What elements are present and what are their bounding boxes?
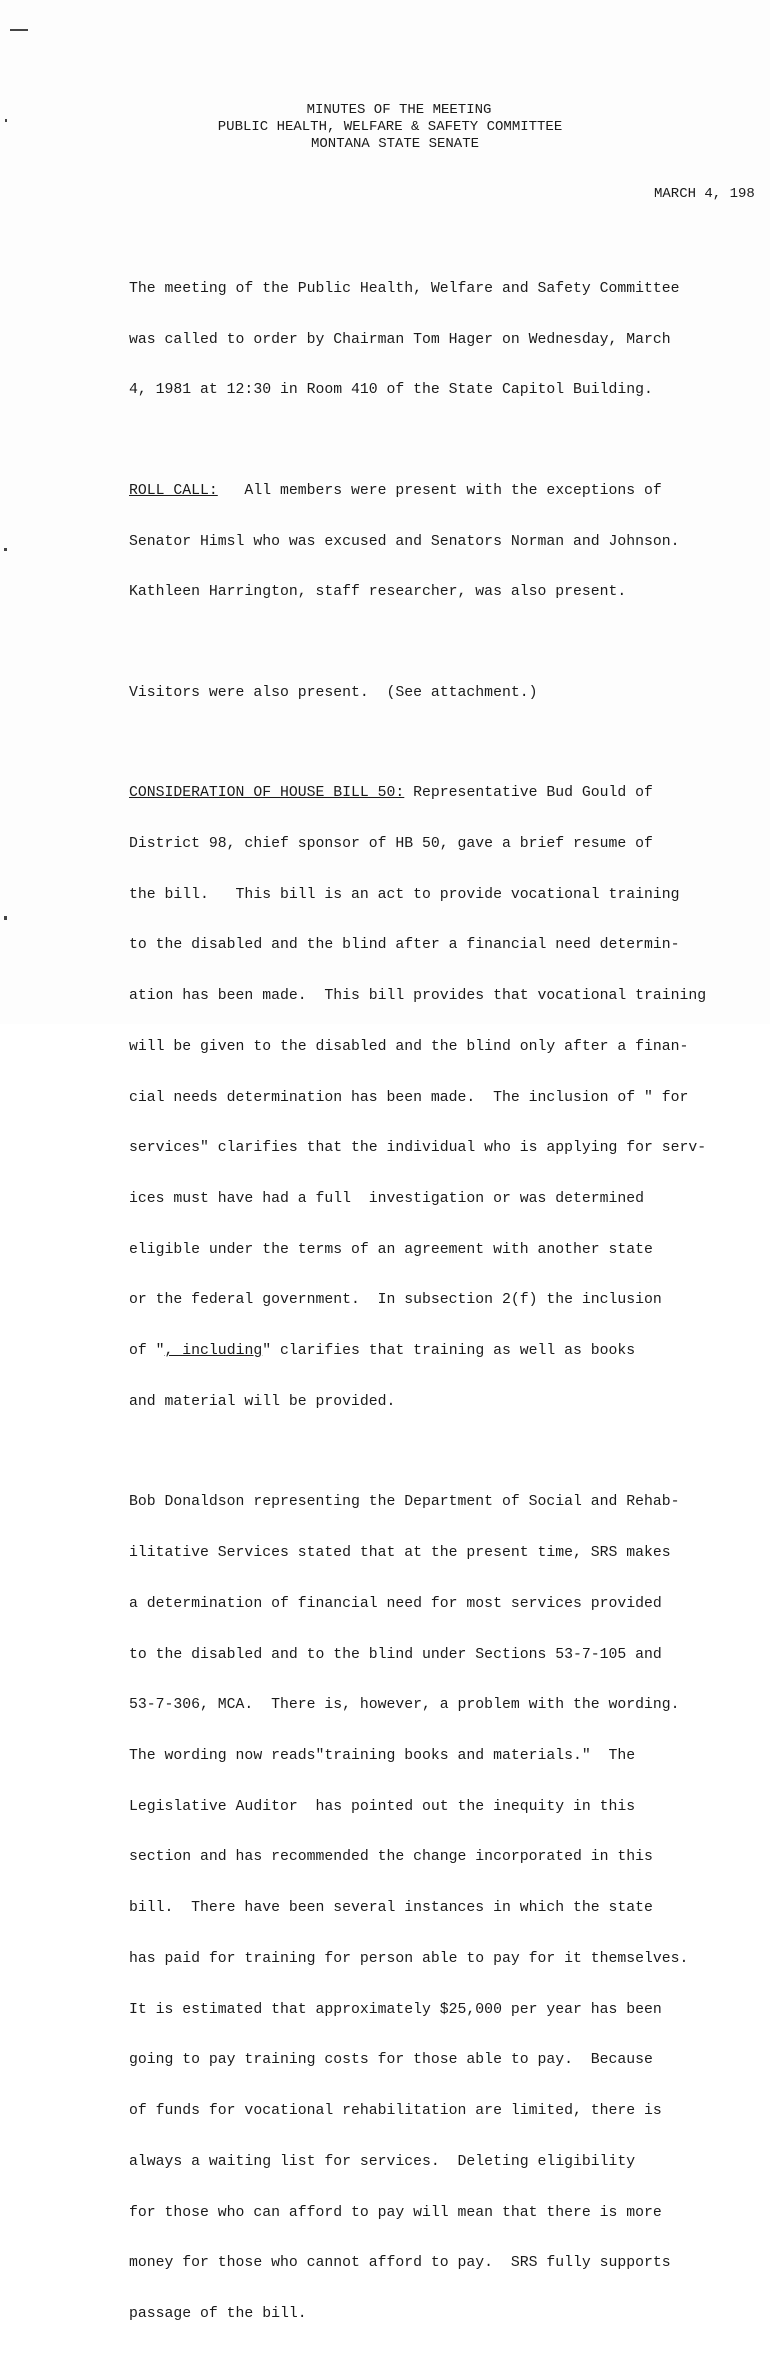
scan-mark <box>4 916 7 920</box>
roll-call-heading: ROLL CALL: <box>129 482 218 499</box>
text-line: The wording now reads"training books and materials." The <box>129 1748 636 1765</box>
text-line <box>129 785 759 802</box>
text-line: cial needs determination has been made. The inclusion of " for <box>129 1089 689 1106</box>
meeting-date: MARCH 4, 198 <box>654 186 755 202</box>
text-line: a determination of financial need for most services provided <box>129 1595 662 1612</box>
text-line: Legislative Auditor has pointed out the inequity in this <box>129 1798 636 1815</box>
text-line: eligible under the terms of an agreement with another state <box>129 1241 653 1258</box>
text-line <box>129 483 759 500</box>
text-fragment: Representative Bud Gould of <box>404 785 653 802</box>
text-line: Bob Donaldson representing the Department of Social and Rehab- <box>129 1494 680 1511</box>
document-body <box>129 247 759 2373</box>
text-line: always a waiting list for services. Deleting eligibility <box>129 2153 636 2170</box>
roll-call-paragraph <box>129 449 759 635</box>
title-line-2: PUBLIC HEALTH, WELFARE & SAFETY COMMITTEE <box>217 119 563 135</box>
text-line: the bill. This bill is an act to provide vocational training <box>129 886 680 903</box>
opening-paragraph <box>129 247 759 433</box>
text-line: ation has been made. This bill provides that vocational training <box>129 988 707 1005</box>
text-line: ilitative Services stated that at the present time, SRS makes <box>129 1545 671 1562</box>
underlined-phrase: , including <box>164 1343 263 1360</box>
text-line: will be given to the disabled and the blind only after a finan- <box>129 1038 689 1055</box>
hb50-heading: CONSIDERATION OF HOUSE BILL 50: <box>129 785 405 802</box>
text-line: has paid for training for person able to pay for it themselves. <box>129 1950 689 1967</box>
text-line: District 98, chief sponsor of HB 50, gave a brief resume of <box>129 836 653 852</box>
text-line: was called to order by Chairman Tom Hager on Wednesday, March <box>129 331 671 348</box>
hb50-paragraph <box>129 751 759 1444</box>
title-line-1: MINUTES OF THE MEETING <box>306 102 492 118</box>
donaldson-paragraph <box>129 1461 759 2357</box>
text-line: going to pay training costs for those able to pay. Because <box>129 2052 653 2069</box>
text-line: passage of the bill. <box>129 2305 307 2322</box>
text-line <box>129 1343 759 1360</box>
visitors-paragraph <box>129 651 759 736</box>
text-line: bill. There have been several instances in which the state <box>129 1900 653 1917</box>
text-line: of funds for vocational rehabilitation are limited, there is <box>129 2103 662 2120</box>
scan-mark <box>4 548 7 551</box>
text-line: to the disabled and to the blind under Sections 53-7-105 and <box>129 1646 662 1663</box>
text-line: and material will be provided. <box>129 1393 396 1410</box>
text-line: Kathleen Harrington, staff researcher, was also present. <box>129 584 627 601</box>
text-line: services" clarifies that the individual who is applying for serv- <box>129 1140 707 1157</box>
document-header <box>0 102 770 153</box>
text-line: section and has recommended the change incorporated in this <box>129 1849 653 1866</box>
text-line: Senator Himsl who was excused and Senators Norman and Johnson. <box>129 533 680 550</box>
text-line: or the federal government. In subsection 2(f) the inclusion <box>129 1292 662 1309</box>
text-line: money for those who cannot afford to pay. SRS fully supports <box>129 2255 671 2272</box>
text-fragment: of " <box>129 1343 165 1360</box>
text-fragment: " clarifies that training as well as books <box>262 1343 636 1360</box>
text-line: 53-7-306, MCA. There is, however, a problem with the wording. <box>129 1697 680 1714</box>
text-line: to the disabled and the blind after a financial need determin- <box>129 937 680 954</box>
title-line-3: MONTANA STATE SENATE <box>310 136 480 152</box>
scan-mark <box>10 29 28 31</box>
text-fragment: All members were present with the exceptions of <box>217 482 662 499</box>
text-line: 4, 1981 at 12:30 in Room 410 of the State Capitol Building. <box>129 382 653 399</box>
text-line: It is estimated that approximately $25,000 per year has been <box>129 2001 662 2018</box>
text-line: Visitors were also present. (See attachment.) <box>129 684 538 701</box>
text-line: ices must have had a full investigation or was determined <box>129 1191 645 1208</box>
text-line: The meeting of the Public Health, Welfare and Safety Committee <box>129 280 680 297</box>
text-line: for those who can afford to pay will mean that there is more <box>129 2204 662 2221</box>
